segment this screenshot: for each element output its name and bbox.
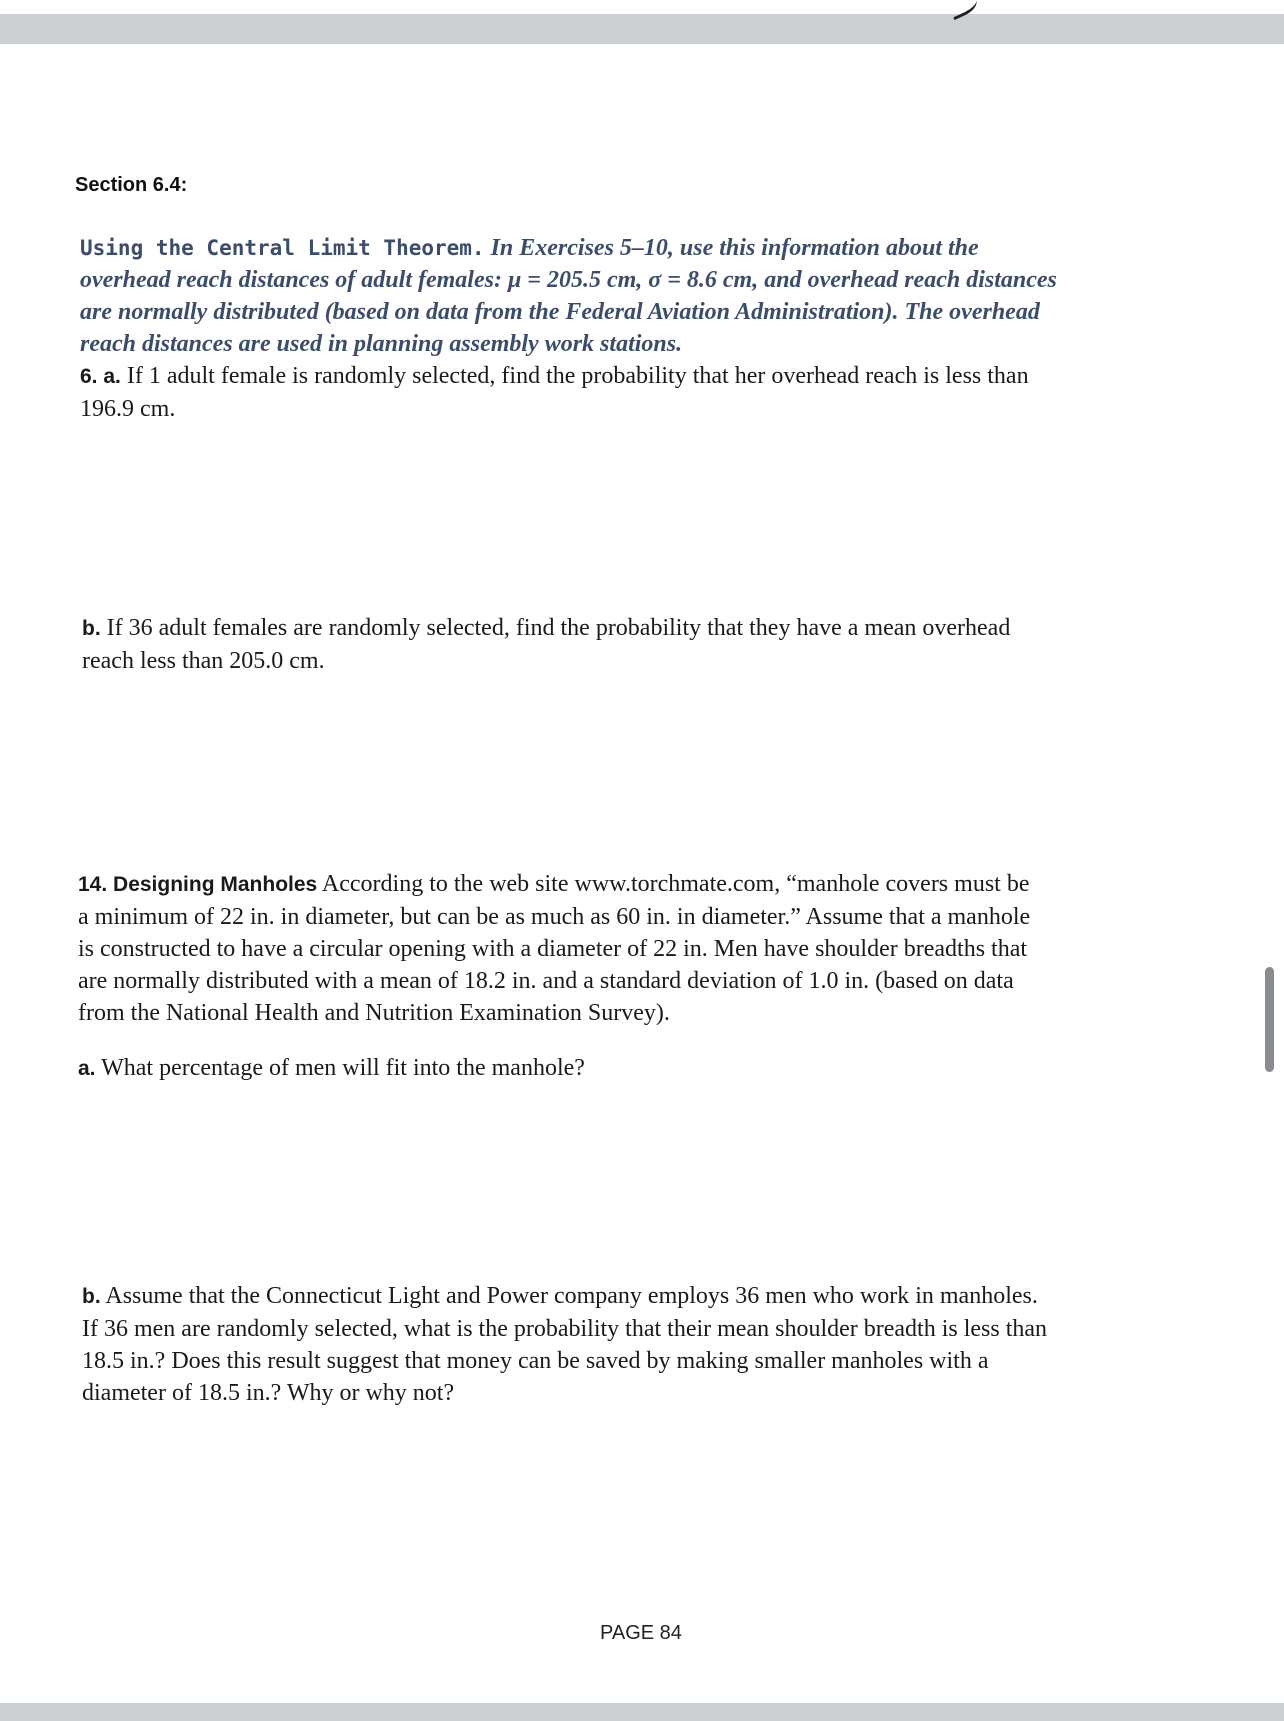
q14b-text: Assume that the Connecticut Light and Power company employs 36 men who work in manholes. If 36 men are randomly selected, what is the probability that their mean shoulder breadth is less than 18.5 in.? Does this result suggest that money can be saved by making smaller manholes with a diameter of 18.5 in.? Why or why not? [82,1283,1048,1406]
page-number: PAGE 84 [600,1622,682,1644]
top-toolbar-strip [0,14,1284,44]
q14b-label: b. [82,1285,101,1308]
scrollbar-thumb[interactable] [1265,967,1274,1072]
section-label: Section 6.4: [75,174,188,196]
q6b-text: If 36 adult females are randomly selected, find the probability that they have a mean overhead reach less than 205.0 cm. [82,615,1011,674]
q6b-paragraph [82,612,1062,677]
q14b-paragraph [82,1280,1054,1409]
q6b-label: b. [82,617,101,640]
q6a-text: If 1 adult female is randomly selected, find the probability that her overhead reach is less than 196.9 cm. [80,363,1029,422]
q14a-paragraph [78,1052,1042,1085]
q14-title: 14. Designing Manholes [78,873,318,896]
q14-paragraph [78,868,1042,1029]
intro-instructions: In Exercises 5–10, use this information about the overhead reach distances of adult females: μ = 205.5 cm, σ = 8.6 cm, and overhead reach distances are normally distributed (based on data from the Federal Aviation Administration). The overhead reach distances are used in planning assembly work stations. [80,235,1057,357]
intro-heading: Using the Central Limit Theorem. [80,236,485,260]
q14a-label: a. [78,1057,96,1080]
q14-text: According to the web site www.torchmate.com, “manhole covers must be a minimum of 22 in. in diameter, but can be as much as 60 in. in diameter.” Assume that a manhole is constructed to have a circular opening with a diameter of 22 in. Men have shoulder breadths that are normally distributed with a mean of 18.2 in. and a standard deviation of 1.0 in. (based on data from the National Health and Nutrition Examination Survey). [78,871,1031,1026]
q6a-label: 6. a. [80,365,121,388]
intro-paragraph [80,232,1060,425]
bottom-toolbar-strip [0,1703,1284,1721]
q14a-text: What percentage of men will fit into the manhole? [101,1055,585,1081]
